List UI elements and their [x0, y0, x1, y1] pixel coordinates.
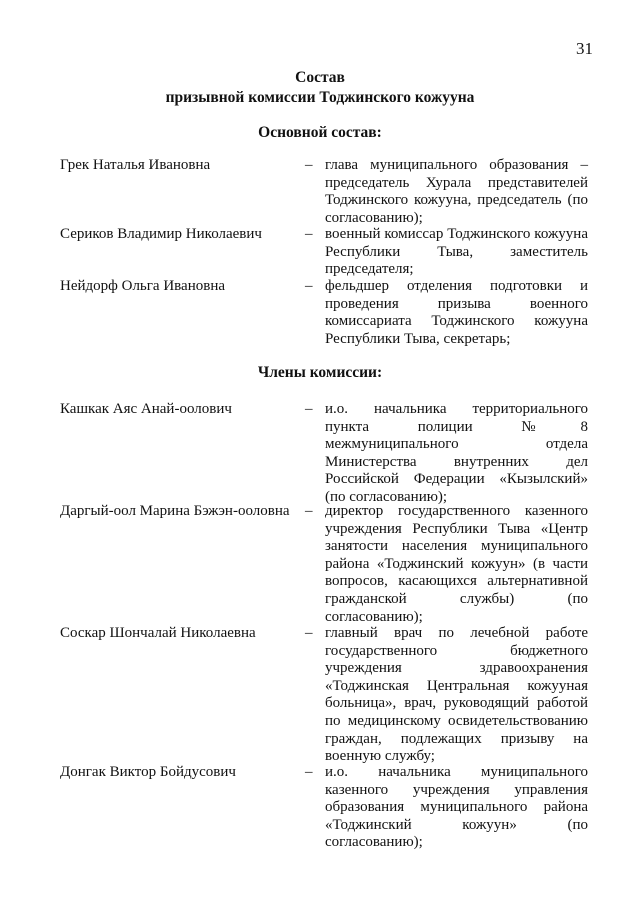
- member-name: Кашкак Аяс Анай-оолович: [60, 401, 232, 417]
- member-name: Сериков Владимир Николаевич: [60, 226, 262, 242]
- title-line-1: Состав: [295, 69, 345, 86]
- dash-separator: –: [305, 226, 313, 242]
- member-role: директор государственного казенного учреждения Республики Тыва «Центр занятости населения муниципального района «Тоджинский кожуун» (в части вопросов, касающихся альтернативной гражданской службы) (по согласованию);: [325, 503, 588, 625]
- dash-separator: –: [305, 503, 313, 519]
- title-line-2: призывной комиссии Тоджинского кожууна: [165, 89, 475, 106]
- dash-separator: –: [305, 401, 313, 417]
- page-number: 31: [576, 39, 593, 58]
- member-role: и.о. начальника муниципального казенного учреждения управления образования муниципального района «Тоджинский кожуун» (по согласованию);: [325, 764, 588, 851]
- dash-separator: –: [305, 278, 313, 294]
- member-name: Грек Наталья Ивановна: [60, 157, 211, 173]
- document-title: [0, 68, 640, 108]
- member-name: Даргый-оол Марина Бэжэн-ооловна: [60, 503, 290, 519]
- dash-separator: –: [305, 625, 313, 641]
- member-role: военный комиссар Тоджинского кожууна Республики Тыва, заместитель председателя;: [325, 226, 588, 278]
- members-section-heading: Члены комиссии:: [257, 364, 383, 381]
- member-role: главный врач по лечебной работе государственного бюджетного учреждения здравоохранения «Тоджинская Центральная кожууная больница», врач, руководящий работой по медицинскому освидетельствованию граждан, подлежащих призыву на военную службу;: [325, 625, 588, 765]
- dash-separator: –: [305, 157, 313, 173]
- member-name: Донгак Виктор Бойдусович: [60, 764, 236, 780]
- member-name: Соскар Шончалай Николаевна: [60, 625, 256, 641]
- member-role: глава муниципального образования – председатель Хурала представителей Тоджинского кожууна, председатель (по согласованию);: [325, 157, 588, 226]
- member-name: Нейдорф Ольга Ивановна: [60, 278, 226, 294]
- member-role: фельдшер отделения подготовки и проведения призыва военного комиссариата Тоджинского кожууна Республики Тыва, секретарь;: [325, 278, 588, 347]
- dash-separator: –: [305, 764, 313, 780]
- main-section-heading: Основной состав:: [258, 124, 382, 141]
- member-role: и.о. начальника территориального пункта полиции №8 межмуниципального отдела Министерства внутренних дел Российской Федерации «Кызылский» (по согласованию);: [325, 401, 588, 505]
